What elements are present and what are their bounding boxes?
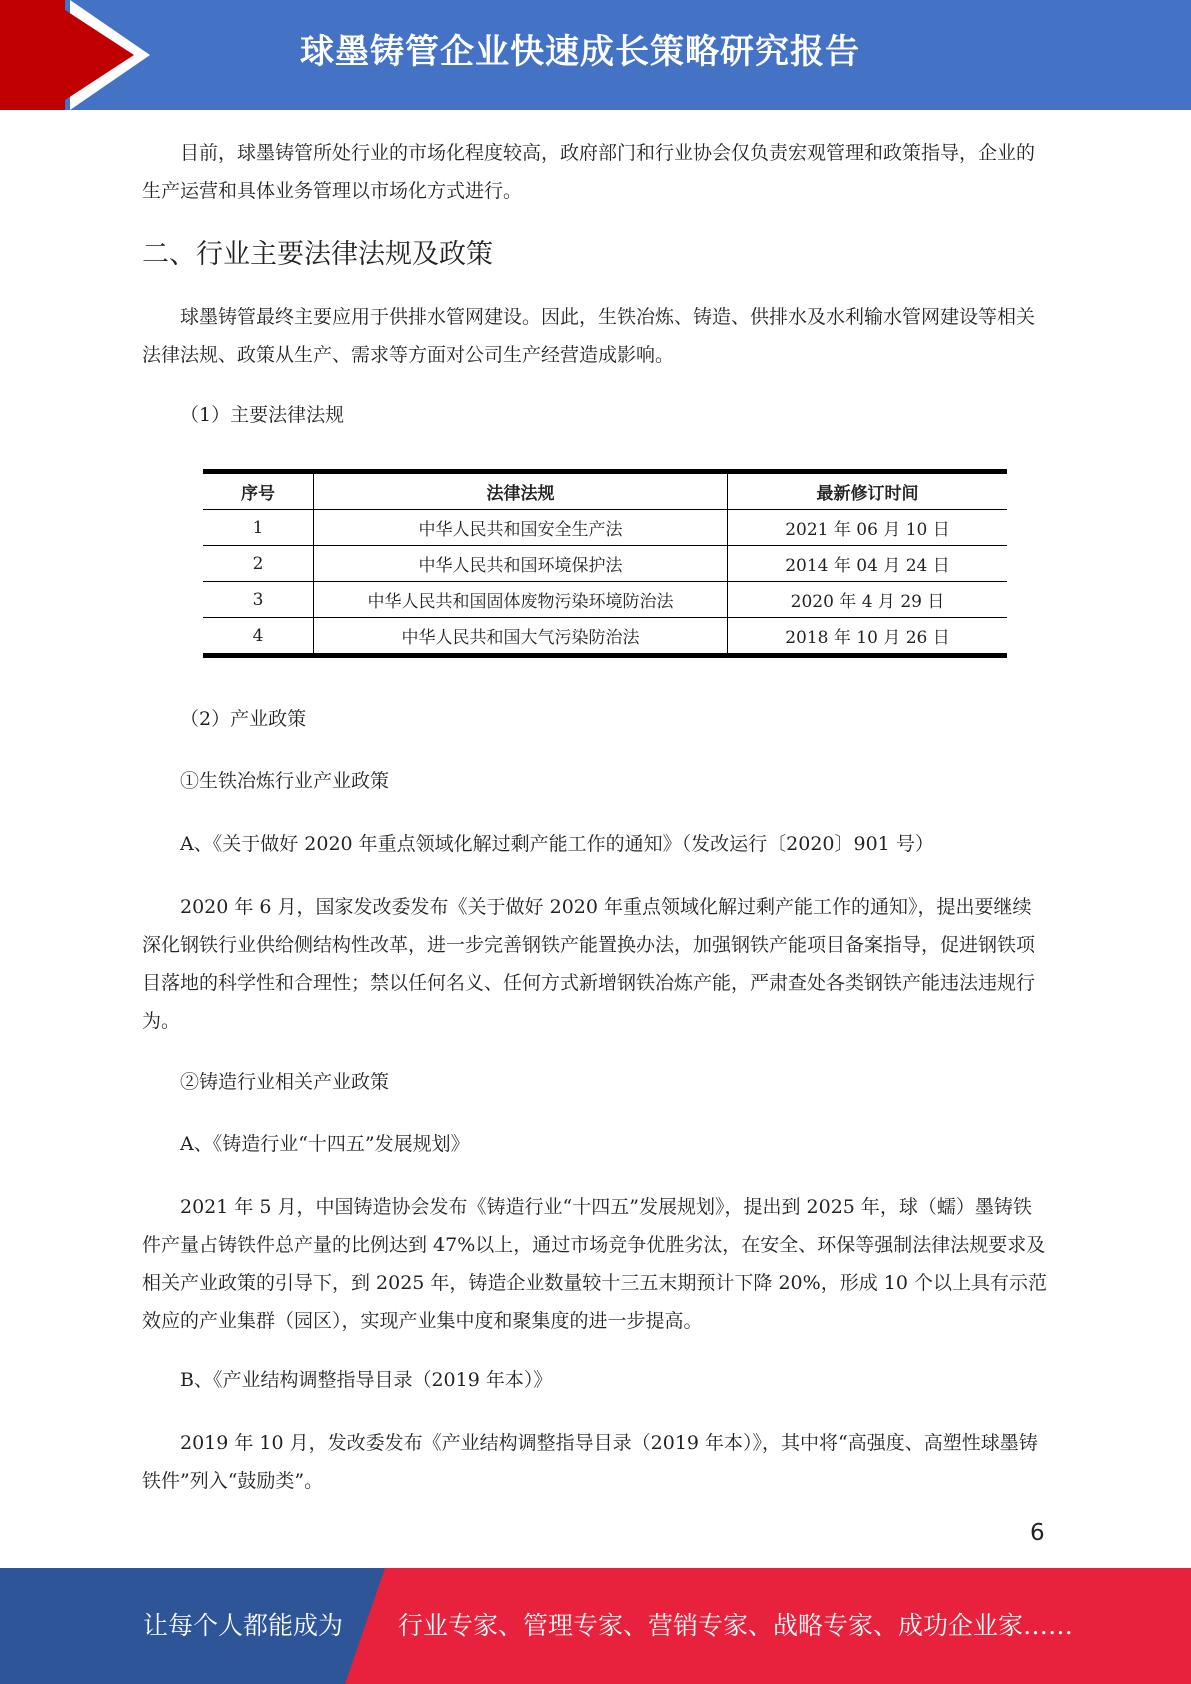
table-row	[203, 582, 1007, 618]
casting-policy-a-text: 2021 年 5 月，中国铸造协会发布《铸造行业“十四五”发展规划》，提出到 2025 年，球（蠕）墨铸铁件产量占铸铁件总产量的比例达到 47%以上，通过市场竞争优胜劣汰，在安全、环保等强制法律法规要求及相关产业政策的引导下，到 2025 年，铸造企业数量较十三五末期预计下降 20%，形成 10 个以上具有示范效应的产业集群（园区），实现产业集中度和聚集度的进一步提高。	[142, 1196, 1047, 1332]
laws-heading: （1）主要法律法规	[180, 404, 345, 426]
iron-policy-a-title: A、《关于做好 2020 年重点领域化解过剩产能工作的通知》（发改运行〔2020〕901 号）	[180, 833, 934, 855]
iron-policy-heading: ①生铁冶炼行业产业政策	[180, 770, 390, 792]
table-cell: 中华人民共和国安全生产法	[314, 510, 728, 546]
table-row	[203, 510, 1007, 546]
table-cell: 2020 年 4 月 29 日	[728, 582, 1008, 618]
table-header-cell: 序号	[203, 472, 314, 510]
page-footer	[0, 1568, 1191, 1684]
table-cell: 3	[203, 582, 314, 618]
table-cell: 4	[203, 618, 314, 656]
table-header-cell: 最新修订时间	[728, 472, 1008, 510]
table-cell: 2014 年 04 月 24 日	[728, 546, 1008, 582]
casting-policy-b-text: 2019 年 10 月，发改委发布《产业结构调整指导目录（2019 年本）》，其中将“高强度、高塑性球墨铸铁件”列入“鼓励类”。	[142, 1432, 1038, 1492]
page-number: 6	[1030, 1520, 1045, 1546]
intro-paragraph: 目前，球墨铸管所处行业的市场化程度较高，政府部门和行业协会仅负责宏观管理和政策指导，企业的生产运营和具体业务管理以市场化方式进行。	[142, 142, 1036, 202]
table-cell: 2	[203, 546, 314, 582]
table-header-cell: 法律法规	[314, 472, 728, 510]
header-arrow-red	[62, 8, 134, 102]
section-paragraph: 球墨铸管最终主要应用于供排水管网建设。因此，生铁冶炼、铸造、供排水及水利输水管网建设等相关法律法规、政策从生产、需求等方面对公司生产经营造成影响。	[142, 306, 1036, 366]
policy-heading: （2）产业政策	[180, 708, 307, 730]
casting-policy-b-title: B、《产业结构调整指导目录（2019 年本）》	[180, 1369, 553, 1391]
table-cell: 中华人民共和国大气污染防治法	[314, 618, 728, 656]
footer-slogan-left: 让每个人都能成为	[143, 1611, 344, 1640]
table-row	[203, 546, 1007, 582]
laws-table	[203, 469, 1007, 658]
iron-policy-a-text: 2020 年 6 月，国家发改委发布《关于做好 2020 年重点领域化解过剩产能工作的通知》，提出要继续深化钢铁行业供给侧结构性改革，进一步完善钢铁产能置换办法，加强钢铁产能项目备案指导，促进钢铁项目落地的科学性和合理性；禁以任何名义、任何方式新增钢铁冶炼产能，严肃查处各类钢铁产能违法违规行为。	[142, 896, 1036, 1032]
table-header-row	[203, 472, 1007, 510]
casting-policy-a-title: A、《铸造行业“十四五”发展规划》	[180, 1133, 470, 1155]
footer-slogan-right: 行业专家、管理专家、营销专家、战略专家、成功企业家……	[398, 1611, 1074, 1640]
report-title: 球墨铸管企业快速成长策略研究报告	[300, 32, 860, 72]
casting-policy-heading: ②铸造行业相关产业政策	[180, 1071, 390, 1093]
table-cell: 1	[203, 510, 314, 546]
page-header	[0, 0, 1191, 110]
section-heading: 二、行业主要法律法规及政策	[142, 239, 493, 270]
header-red-block	[0, 0, 65, 110]
table-cell: 2021 年 06 月 10 日	[728, 510, 1008, 546]
table-cell: 2018 年 10 月 26 日	[728, 618, 1008, 656]
table-cell: 中华人民共和国环境保护法	[314, 546, 728, 582]
table-cell: 中华人民共和国固体废物污染环境防治法	[314, 582, 728, 618]
footer-blue-slant	[345, 1568, 385, 1684]
table-row	[203, 618, 1007, 656]
